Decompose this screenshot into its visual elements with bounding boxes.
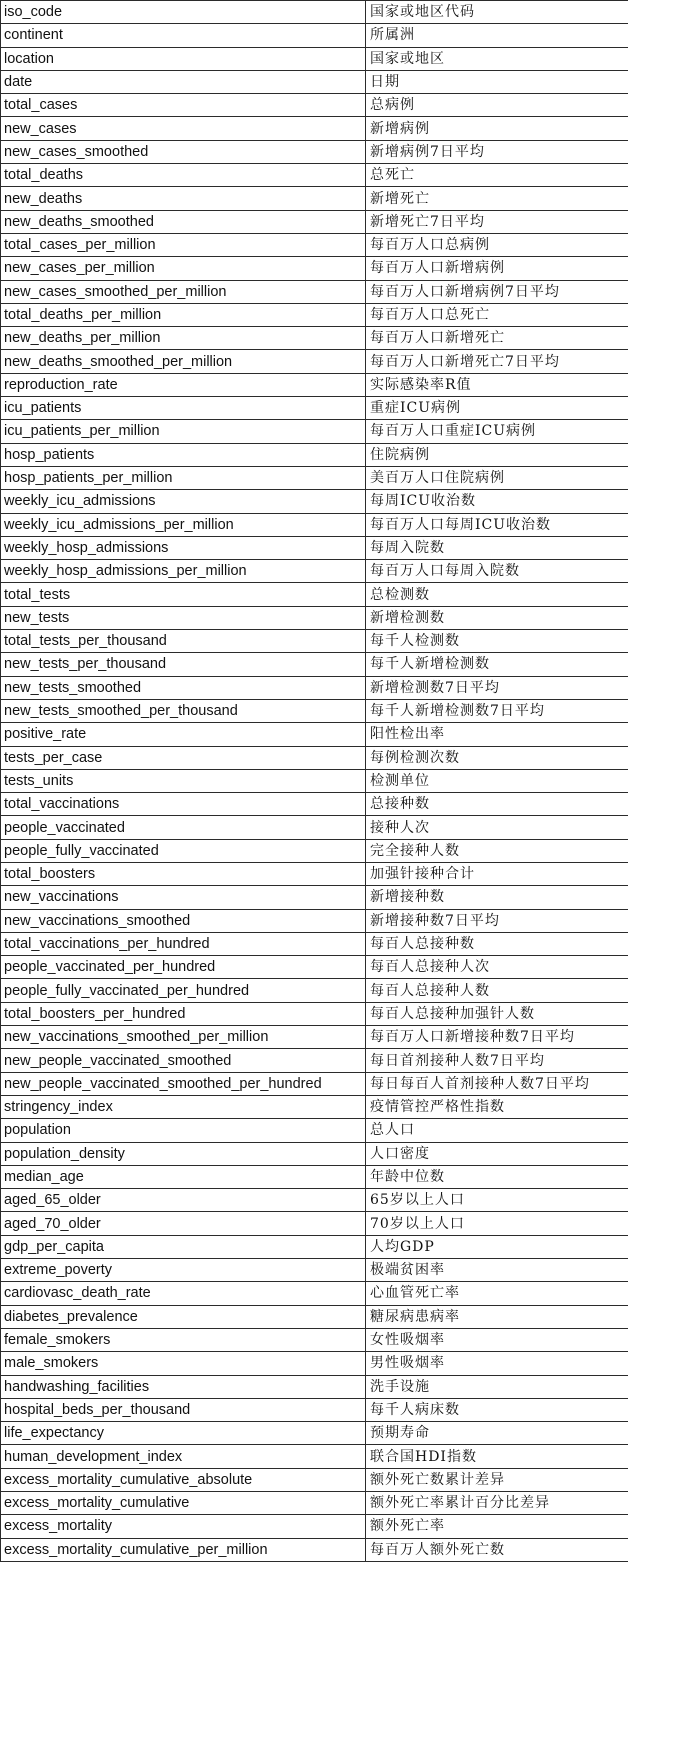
field-label-cell[interactable]: 新增接种数7日平均 — [366, 909, 629, 932]
field-label-cell[interactable]: 所属洲 — [366, 24, 629, 47]
field-label-cell[interactable]: 心血管死亡率 — [366, 1282, 629, 1305]
table-row — [1, 676, 629, 699]
field-name-cell[interactable]: new_tests_per_thousand — [1, 653, 366, 676]
table-row — [1, 886, 629, 909]
table-row — [1, 1072, 629, 1095]
field-label-cell[interactable]: 年龄中位数 — [366, 1165, 629, 1188]
field-label-cell[interactable]: 检测单位 — [366, 769, 629, 792]
field-label-cell[interactable]: 每百人总接种人次 — [366, 956, 629, 979]
field-name-cell[interactable]: total_cases_per_million — [1, 233, 366, 256]
field-label-cell[interactable]: 新增死亡 — [366, 187, 629, 210]
field-name-cell[interactable]: population_density — [1, 1142, 366, 1165]
field-label-cell[interactable]: 加强针接种合计 — [366, 862, 629, 885]
table-row — [1, 606, 629, 629]
field-label-cell[interactable]: 每百万人口新增接种数7日平均 — [366, 1026, 629, 1049]
table-row — [1, 979, 629, 1002]
field-name-cell[interactable]: cardiovasc_death_rate — [1, 1282, 366, 1305]
field-name-cell[interactable]: handwashing_facilities — [1, 1375, 366, 1398]
field-label-cell[interactable]: 总死亡 — [366, 164, 629, 187]
table-row — [1, 327, 629, 350]
table-row — [1, 24, 629, 47]
table-row — [1, 699, 629, 722]
field-label-cell[interactable]: 每日首剂接种人数7日平均 — [366, 1049, 629, 1072]
field-label-cell[interactable]: 日期 — [366, 70, 629, 93]
field-label-cell[interactable]: 65岁以上人口 — [366, 1189, 629, 1212]
table-row — [1, 630, 629, 653]
field-label-cell[interactable]: 总接种数 — [366, 793, 629, 816]
field-name-cell[interactable]: continent — [1, 24, 366, 47]
field-name-cell[interactable]: new_cases — [1, 117, 366, 140]
field-label-cell[interactable]: 70岁以上人口 — [366, 1212, 629, 1235]
field-label-cell[interactable]: 住院病例 — [366, 443, 629, 466]
table-row — [1, 653, 629, 676]
table-row — [1, 1049, 629, 1072]
field-name-cell[interactable]: new_deaths_smoothed — [1, 210, 366, 233]
table-row — [1, 583, 629, 606]
field-label-cell[interactable]: 每周ICU收治数 — [366, 490, 629, 513]
field-name-cell[interactable]: weekly_hosp_admissions — [1, 536, 366, 559]
table-row — [1, 350, 629, 373]
table-row — [1, 1538, 629, 1561]
field-name-cell[interactable]: female_smokers — [1, 1328, 366, 1351]
field-name-cell[interactable]: new_vaccinations_smoothed_per_million — [1, 1026, 366, 1049]
field-name-cell[interactable]: new_cases_smoothed_per_million — [1, 280, 366, 303]
field-name-cell[interactable]: hosp_patients_per_million — [1, 466, 366, 489]
table-row — [1, 1, 629, 24]
field-name-cell[interactable]: total_deaths_per_million — [1, 303, 366, 326]
field-name-cell[interactable]: people_vaccinated — [1, 816, 366, 839]
field-name-cell[interactable]: hospital_beds_per_thousand — [1, 1398, 366, 1421]
table-row — [1, 1026, 629, 1049]
table-row — [1, 862, 629, 885]
table-row — [1, 1165, 629, 1188]
field-label-cell[interactable]: 每千人病床数 — [366, 1398, 629, 1421]
table-row — [1, 723, 629, 746]
table-row — [1, 560, 629, 583]
table-row — [1, 210, 629, 233]
table-row — [1, 1492, 629, 1515]
field-name-cell[interactable]: new_deaths_per_million — [1, 327, 366, 350]
field-label-cell[interactable]: 新增死亡7日平均 — [366, 210, 629, 233]
table-row — [1, 746, 629, 769]
field-name-cell[interactable]: total_tests_per_thousand — [1, 630, 366, 653]
field-label-cell[interactable]: 每百万人口总死亡 — [366, 303, 629, 326]
table-row — [1, 303, 629, 326]
table-row — [1, 1142, 629, 1165]
field-name-cell[interactable]: date — [1, 70, 366, 93]
field-label-cell[interactable]: 人口密度 — [366, 1142, 629, 1165]
table-row — [1, 117, 629, 140]
field-name-cell[interactable]: new_cases_per_million — [1, 257, 366, 280]
field-label-cell[interactable]: 每千人检测数 — [366, 630, 629, 653]
table-row — [1, 490, 629, 513]
field-name-cell[interactable]: hosp_patients — [1, 443, 366, 466]
field-label-cell[interactable]: 糖尿病患病率 — [366, 1305, 629, 1328]
field-name-cell[interactable]: gdp_per_capita — [1, 1235, 366, 1258]
field-name-cell[interactable]: total_vaccinations_per_hundred — [1, 932, 366, 955]
field-label-cell[interactable]: 每例检测次数 — [366, 746, 629, 769]
table-row — [1, 536, 629, 559]
field-name-cell[interactable]: new_tests_smoothed — [1, 676, 366, 699]
field-name-cell[interactable]: total_boosters — [1, 862, 366, 885]
field-name-cell[interactable]: excess_mortality_cumulative — [1, 1492, 366, 1515]
field-label-cell[interactable]: 男性吸烟率 — [366, 1352, 629, 1375]
field-name-cell[interactable]: new_vaccinations — [1, 886, 366, 909]
table-row — [1, 932, 629, 955]
field-name-cell[interactable]: human_development_index — [1, 1445, 366, 1468]
field-label-cell[interactable]: 额外死亡率累计百分比差异 — [366, 1492, 629, 1515]
field-name-cell[interactable]: people_fully_vaccinated_per_hundred — [1, 979, 366, 1002]
table-row — [1, 233, 629, 256]
table-row — [1, 373, 629, 396]
field-name-cell[interactable]: total_deaths — [1, 164, 366, 187]
field-label-cell[interactable]: 每百万人口新增病例 — [366, 257, 629, 280]
field-label-cell[interactable]: 重症ICU病例 — [366, 397, 629, 420]
table-row — [1, 1352, 629, 1375]
field-label-cell[interactable]: 总检测数 — [366, 583, 629, 606]
field-name-cell[interactable]: positive_rate — [1, 723, 366, 746]
table-row — [1, 513, 629, 536]
field-label-cell[interactable]: 每千人新增检测数7日平均 — [366, 699, 629, 722]
table-row — [1, 466, 629, 489]
field-name-cell[interactable]: people_fully_vaccinated — [1, 839, 366, 862]
field-name-cell[interactable]: new_cases_smoothed — [1, 140, 366, 163]
field-name-cell[interactable]: median_age — [1, 1165, 366, 1188]
blank-margin — [628, 0, 699, 1743]
field-name-cell[interactable]: new_vaccinations_smoothed — [1, 909, 366, 932]
field-label-cell[interactable]: 人均GDP — [366, 1235, 629, 1258]
field-name-cell[interactable]: life_expectancy — [1, 1422, 366, 1445]
table-row — [1, 793, 629, 816]
table-row — [1, 187, 629, 210]
field-label-cell[interactable]: 每日每百人首剂接种人数7日平均 — [366, 1072, 629, 1095]
field-name-cell[interactable]: stringency_index — [1, 1095, 366, 1118]
field-label-cell[interactable]: 极端贫困率 — [366, 1259, 629, 1282]
field-label-cell[interactable]: 国家或地区代码 — [366, 1, 629, 24]
table-row — [1, 397, 629, 420]
field-name-cell[interactable]: excess_mortality_cumulative_per_million — [1, 1538, 366, 1561]
field-name-cell[interactable]: location — [1, 47, 366, 70]
field-label-cell[interactable]: 接种人次 — [366, 816, 629, 839]
table-body — [1, 1, 629, 1562]
field-label-cell[interactable]: 每周入院数 — [366, 536, 629, 559]
field-name-cell[interactable]: people_vaccinated_per_hundred — [1, 956, 366, 979]
table-row — [1, 1328, 629, 1351]
table-row — [1, 1212, 629, 1235]
field-label-cell[interactable]: 完全接种人数 — [366, 839, 629, 862]
field-name-cell[interactable]: total_cases — [1, 94, 366, 117]
table-row — [1, 1119, 629, 1142]
field-label-cell[interactable]: 洗手设施 — [366, 1375, 629, 1398]
field-name-cell[interactable]: total_tests — [1, 583, 366, 606]
table-row — [1, 420, 629, 443]
table-row — [1, 1282, 629, 1305]
table-row — [1, 1398, 629, 1421]
field-name-cell[interactable]: excess_mortality_cumulative_absolute — [1, 1468, 366, 1491]
table-row — [1, 164, 629, 187]
field-label-cell[interactable]: 每百人总接种数 — [366, 932, 629, 955]
field-label-cell[interactable]: 阳性检出率 — [366, 723, 629, 746]
table-row — [1, 280, 629, 303]
field-name-cell[interactable]: total_boosters_per_hundred — [1, 1002, 366, 1025]
table-row — [1, 1422, 629, 1445]
table-row — [1, 443, 629, 466]
field-label-cell[interactable]: 每百万人额外死亡数 — [366, 1538, 629, 1561]
field-label-cell[interactable]: 每百万人口每周入院数 — [366, 560, 629, 583]
field-name-cell[interactable]: new_people_vaccinated_smoothed — [1, 1049, 366, 1072]
field-name-cell[interactable]: weekly_icu_admissions — [1, 490, 366, 513]
field-name-cell[interactable]: reproduction_rate — [1, 373, 366, 396]
table-row — [1, 70, 629, 93]
field-label-cell[interactable]: 新增检测数7日平均 — [366, 676, 629, 699]
field-label-cell[interactable]: 每百万人口新增死亡7日平均 — [366, 350, 629, 373]
field-name-cell[interactable]: male_smokers — [1, 1352, 366, 1375]
field-name-cell[interactable]: icu_patients — [1, 397, 366, 420]
field-label-cell[interactable]: 联合国HDI指数 — [366, 1445, 629, 1468]
field-label-cell[interactable]: 额外死亡率 — [366, 1515, 629, 1538]
table-row — [1, 1468, 629, 1491]
table-row — [1, 1189, 629, 1212]
table-row — [1, 257, 629, 280]
field-label-cell[interactable]: 每百万人口重症ICU病例 — [366, 420, 629, 443]
field-name-cell[interactable]: excess_mortality — [1, 1515, 366, 1538]
table-row — [1, 1259, 629, 1282]
field-label-cell[interactable]: 每百万人口新增死亡 — [366, 327, 629, 350]
table-row — [1, 909, 629, 932]
table-row — [1, 1095, 629, 1118]
table-row — [1, 94, 629, 117]
field-label-cell[interactable]: 额外死亡数累计差异 — [366, 1468, 629, 1491]
field-name-cell[interactable]: population — [1, 1119, 366, 1142]
table-row — [1, 816, 629, 839]
field-name-cell[interactable]: new_deaths — [1, 187, 366, 210]
table-row — [1, 1515, 629, 1538]
field-label-cell[interactable]: 总病例 — [366, 94, 629, 117]
field-label-cell[interactable]: 每百万人口总病例 — [366, 233, 629, 256]
field-label-cell[interactable]: 每百人总接种人数 — [366, 979, 629, 1002]
field-name-cell[interactable]: icu_patients_per_million — [1, 420, 366, 443]
field-label-cell[interactable]: 女性吸烟率 — [366, 1328, 629, 1351]
field-name-cell[interactable]: new_tests — [1, 606, 366, 629]
field-name-cell[interactable]: extreme_poverty — [1, 1259, 366, 1282]
field-name-cell[interactable]: diabetes_prevalence — [1, 1305, 366, 1328]
field-name-cell[interactable]: weekly_icu_admissions_per_million — [1, 513, 366, 536]
field-label-cell[interactable]: 每百人总接种加强针人数 — [366, 1002, 629, 1025]
field-name-cell[interactable]: new_people_vaccinated_smoothed_per_hundred — [1, 1072, 366, 1095]
field-name-cell[interactable]: aged_65_older — [1, 1189, 366, 1212]
field-name-cell[interactable]: total_vaccinations — [1, 793, 366, 816]
field-name-cell[interactable]: aged_70_older — [1, 1212, 366, 1235]
field-name-cell[interactable]: tests_per_case — [1, 746, 366, 769]
field-label-cell[interactable]: 新增检测数 — [366, 606, 629, 629]
field-label-cell[interactable]: 美百万人口住院病例 — [366, 466, 629, 489]
table-row — [1, 47, 629, 70]
field-label-cell[interactable]: 预期寿命 — [366, 1422, 629, 1445]
field-name-cell[interactable]: weekly_hosp_admissions_per_million — [1, 560, 366, 583]
table-row — [1, 140, 629, 163]
field-label-cell[interactable]: 每千人新增检测数 — [366, 653, 629, 676]
table-row — [1, 1375, 629, 1398]
table-row — [1, 839, 629, 862]
field-label-cell[interactable]: 国家或地区 — [366, 47, 629, 70]
field-label-cell[interactable]: 每百万人口每周ICU收治数 — [366, 513, 629, 536]
field-label-cell[interactable]: 新增病例 — [366, 117, 629, 140]
field-name-cell[interactable]: iso_code — [1, 1, 366, 24]
field-name-cell[interactable]: new_deaths_smoothed_per_million — [1, 350, 366, 373]
field-label-cell[interactable]: 总人口 — [366, 1119, 629, 1142]
field-label-cell[interactable]: 疫情管控严格性指数 — [366, 1095, 629, 1118]
table-row — [1, 1235, 629, 1258]
field-label-cell[interactable]: 每百万人口新增病例7日平均 — [366, 280, 629, 303]
table-row — [1, 956, 629, 979]
field-label-cell[interactable]: 新增接种数 — [366, 886, 629, 909]
table-row — [1, 769, 629, 792]
field-label-cell[interactable]: 新增病例7日平均 — [366, 140, 629, 163]
field-label-cell[interactable]: 实际感染率R值 — [366, 373, 629, 396]
field-name-cell[interactable]: new_tests_smoothed_per_thousand — [1, 699, 366, 722]
field-name-cell[interactable]: tests_units — [1, 769, 366, 792]
table-row — [1, 1445, 629, 1468]
table-row — [1, 1305, 629, 1328]
table-row — [1, 1002, 629, 1025]
